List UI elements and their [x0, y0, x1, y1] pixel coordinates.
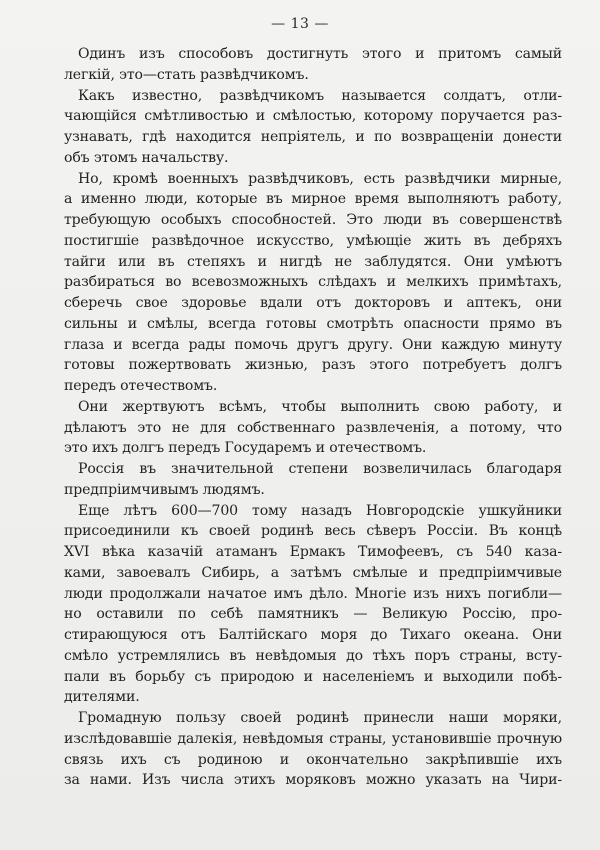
text-line: XVI вѣка казачій атаманъ Ермакъ Тимофеевъ, съ 540 каза-: [64, 544, 562, 560]
text-line: люди продолжали начатое имъ дѣло. Многіе изъ нихъ погибли—: [64, 585, 562, 602]
text-line: Громадную пользу своей родинѣ принесли наши моряки,: [78, 710, 562, 726]
text-line: смѣло устремлялись въ невѣдомыя до тѣхъ поръ страны, всту-: [64, 647, 562, 664]
body-text: [64, 44, 562, 791]
text-line: пали въ борьбу съ природою и населеніемъ и выходили побѣ-: [64, 668, 562, 685]
text-line: дѣлаютъ это не для собственнаго развлеченія, а потому, что: [64, 419, 562, 436]
text-line: это ихъ долгъ передъ Государемъ и отечествомъ.: [64, 440, 427, 457]
text-line: Они жертвуютъ всѣмъ, чтобы выполнить свою работу, и: [78, 398, 562, 415]
text-line: передъ отечествомъ.: [64, 378, 218, 394]
text-line: готовы пожертвовать жизнью, разъ этого потребуетъ долгъ: [64, 357, 562, 374]
text-line: тайги или въ степяхъ и нигдѣ не заблудятся. Они умѣютъ: [64, 253, 562, 270]
text-line: изслѣдовавшіе далекія, невѣдомыя страны, установившіе прочную: [64, 730, 562, 747]
text-line: Какъ известно, развѣдчикомъ называется солдатъ, отли-: [78, 87, 562, 104]
text-line: за нами. Изъ числа этихъ моряковъ можно указать на Чири-: [64, 772, 562, 789]
text-line: разбираться во всевозможныхъ слѣдахъ и мелкихъ примѣтахъ,: [64, 274, 562, 291]
text-line: требующую особыхъ способностей. Это люди въ совершенствѣ: [64, 212, 562, 228]
text-line: объ этомъ начальству.: [64, 149, 229, 166]
text-line: узнавать, гдѣ находится непріятель, и по возвращеніи донести: [64, 129, 562, 145]
text-line: дителями.: [64, 689, 140, 706]
text-line: глаза и всегда рады помочь другъ другу. Они каждую минуту: [64, 336, 562, 353]
text-line: легкій, это—стать развѣдчикомъ.: [64, 66, 309, 83]
text-line: предпріимчивымъ людямъ.: [64, 481, 265, 498]
text-line: ками, завоевалъ Сибирь, а затѣмъ смѣлые и предпріимчивые: [64, 564, 562, 581]
text-line: стирающуюся отъ Балтійскаго моря до Тихаго океана. Они: [64, 627, 562, 643]
text-line: Но, кромѣ военныхъ развѣдчиковъ, есть развѣдчики мирные,: [78, 170, 562, 187]
text-line: сильны и смѣлы, всегда готовы смотрѣть опасности прямо въ: [64, 315, 562, 332]
text-line: а именно люди, которые въ мирное время выполняютъ работу,: [64, 191, 562, 208]
text-line: Россія въ значительной степени возвеличилась благодаря: [78, 461, 562, 477]
text-line: сберечь свое здоровье вдали отъ докторовъ и аптекъ, они: [64, 295, 562, 311]
text-line: связь ихъ съ родиною и окончательно закрѣпившіе ихъ: [64, 751, 562, 768]
page-number: — 13 —: [271, 16, 329, 32]
text-line: постигшіе развѣдочное искусство, умѣющіе жить въ дебряхъ: [64, 232, 562, 249]
text-line: чающійся смѣтливостью и смѣлостью, которому поручается раз-: [64, 108, 562, 125]
text-line: Одинъ изъ способовъ достигнуть этого и притомъ самый: [78, 46, 562, 62]
text-line: присоединили къ своей родинѣ весь сѣверъ Россіи. Въ концѣ: [64, 523, 562, 540]
text-line: Еще лѣтъ 600—700 тому назадъ Новгородскіе ушкуйники: [78, 502, 562, 519]
text-line: но оставили по себѣ памятникъ — Великую Россію, про-: [64, 606, 562, 623]
